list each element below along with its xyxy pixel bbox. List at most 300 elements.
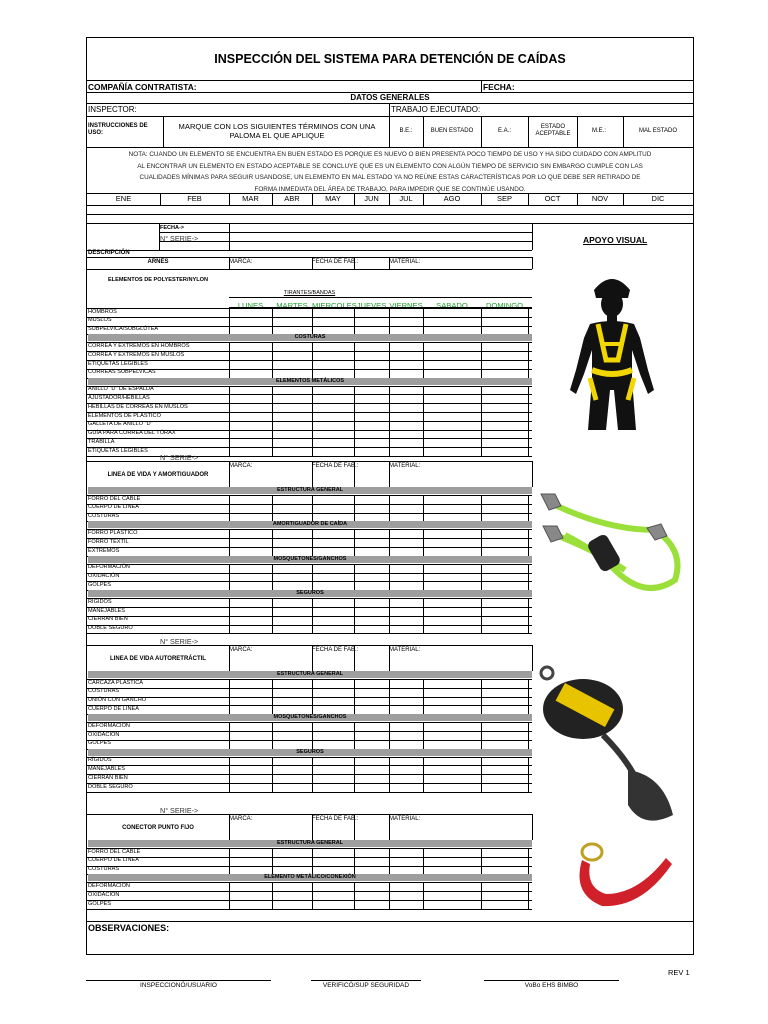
rule [229,421,230,430]
rule [423,616,424,625]
rule [481,757,482,766]
rule [354,403,355,412]
month-cell: DIC [651,194,665,203]
fecha-arrow: FECHA-> [160,225,184,231]
rule [354,857,355,866]
rule [229,538,230,547]
rule [229,386,230,395]
section-name: CONECTOR PUNTO FIJO [122,825,194,831]
rule [354,891,355,900]
rule [423,731,424,740]
serie-label: N° SERIE-> [160,806,199,815]
rule [423,765,424,774]
rule [423,783,424,792]
rule [423,774,424,783]
rule [528,616,529,625]
rule [87,103,693,104]
inspector-label: INSPECTOR: [88,105,137,114]
rule [229,351,230,360]
rule [528,495,529,504]
rule [229,697,230,706]
rule [354,882,355,891]
harness-image [562,260,662,434]
rule [528,369,529,378]
observaciones-label: OBSERVACIONES: [88,923,170,933]
rule [272,607,273,616]
month-cell: OCT [544,194,561,203]
signature-verifico: VERIFICÓ/SUP SEGURIDAD [322,982,410,989]
rule [481,495,482,504]
rule [528,529,529,538]
rule [229,607,230,616]
rule [528,848,529,857]
rule [528,547,529,556]
note-line: NOTA: CUANDO UN ELEMENTO SE ENCUENTRA EN BUEN ESTADO ES PORQUE ES NUEVO O BIEN PRESENTA POCO TIEMPO DE USO Y HA SIDO CUIDADO CON AMPLITUD [128,151,652,158]
rule [481,529,482,538]
anchor-strap-image [562,834,680,916]
rule [272,900,273,909]
checklist-item: FORRO DEL CABLE [88,848,141,855]
material-label: MATERIAL: [389,463,421,469]
rule [312,308,313,317]
rule [312,616,313,625]
legend-text-be: BUEN ESTADO [430,128,474,134]
rule [229,598,230,607]
rule [159,241,532,242]
rule [389,697,390,706]
rule [481,616,482,625]
rule [229,814,230,840]
rule [272,403,273,412]
rule [272,891,273,900]
checklist-item: MANEJABLES [88,607,125,614]
rule [423,757,424,766]
rule [481,447,482,456]
rule [272,317,273,326]
rule [481,386,482,395]
rule [481,394,482,403]
rule [312,900,313,909]
descripcion-label: DESCRIPCIÓN [88,250,130,256]
rule [272,447,273,456]
instructions-text: MARQUE CON LOS SIGUIENTES TÉRMINOS CON UNA PALOMA EL QUE APLIQUE [178,122,376,140]
rule [528,731,529,740]
rule [354,705,355,714]
rule [229,412,230,421]
rule [229,765,230,774]
rule [354,394,355,403]
rule [528,116,529,147]
rule [87,792,532,793]
rule [272,564,273,573]
rule [389,814,390,840]
rule [389,866,390,875]
rule [87,205,693,206]
day-header: SABADO [436,301,468,310]
rule [229,513,230,522]
rule [481,360,482,369]
rule [423,598,424,607]
rule [87,921,693,922]
rule [354,573,355,582]
material-label: MATERIAL: [389,259,421,265]
rule [423,740,424,749]
group-title: ESTRUCTURA GENERAL [276,840,344,846]
rule [272,765,273,774]
rule [229,900,230,909]
rule [389,740,390,749]
rule [229,430,230,439]
rule [354,360,355,369]
rule [272,783,273,792]
rule [389,757,390,766]
material-label: MATERIAL: [389,647,421,653]
group-header: TIRANTES/BANDAS [283,290,336,296]
rule [528,351,529,360]
fecha-fab-label: FECHA DE FAB.: [312,816,359,822]
rule [481,705,482,714]
rule [528,394,529,403]
rule [423,342,424,351]
checklist-item: AJUSTADOR/HEBILLAS [88,394,150,401]
rule [481,697,482,706]
rule [528,688,529,697]
rule [272,573,273,582]
rule [354,774,355,783]
rule [389,538,390,547]
month-cell: ENE [115,194,132,203]
rule [312,257,313,269]
rule [528,625,529,634]
rule [354,900,355,909]
rule [272,394,273,403]
rule [272,495,273,504]
rule [389,581,390,590]
rule [229,573,230,582]
rule [389,547,390,556]
rule [389,513,390,522]
rule [389,882,390,891]
group-title: MOSQUETONES/GANCHOS [273,714,347,721]
rule [354,722,355,731]
rule [481,891,482,900]
serie-label: N° SERIE-> [160,637,199,646]
checklist-item: OXIDACIÓN [88,891,120,898]
rule [389,342,390,351]
rule [389,625,390,634]
legend-text-ea: ESTADO ACEPTABLE [535,124,571,137]
rule [389,504,390,513]
rule [163,116,164,147]
rule [312,421,313,430]
rule [354,504,355,513]
rule [389,891,390,900]
checklist-item: CIERRAN BIEN [88,774,128,781]
rule [481,369,482,378]
signature-line [311,980,421,981]
fecha-fab-label: FECHA DE FAB.: [312,259,359,265]
rule [389,421,390,430]
rule [354,564,355,573]
rule [229,317,230,326]
checklist-item: OXIDACIÓN [88,731,120,738]
rule [312,765,313,774]
legend-code-be: B.E.: [399,128,413,134]
material-label: MATERIAL: [389,816,421,822]
rule [272,705,273,714]
general-data-header: DATOS GENERALES [350,93,430,102]
rule [87,456,532,457]
rule [481,882,482,891]
note-line: CUALIDADES MÍNIMAS PARA SEGUIR USANDOSE, UN ELEMENTO EN MAL ESTADO YA NO REÚNE ESTAS CARACTERÍSTICAS POR LO QUE DEBE SER RETIRADO DE [139,174,641,182]
rule [423,351,424,360]
rule [354,351,355,360]
rule [229,705,230,714]
checklist-item: ETIQUETAS LEGIBLES [88,447,148,454]
rule [481,317,482,326]
rule [312,461,313,487]
checklist-item: CUERPO DE LINEA [88,504,139,511]
rule [423,438,424,447]
rule [423,529,424,538]
inspection-form [86,37,694,955]
note-line: AL ENCONTRAR UN ELEMENTO EN ESTADO ACEPTABLE SE CONCLUYE QUE ES UN ELEMENTO CON ALGÚN TIEMPO DE SERVICIO SIN EMBARGO CUMPLE CON LAS [137,162,643,170]
group-title: SEGUROS [296,590,324,597]
rule [312,607,313,616]
rule [528,538,529,547]
rule [528,607,529,616]
rule [528,857,529,866]
checklist-item: GOLPES [88,740,112,747]
checklist-item: EXTREMOS [88,547,120,554]
rule [528,866,529,875]
rule [272,360,273,369]
rule [354,731,355,740]
group-title: ELEMENTOS METÁLICOS [275,377,345,384]
rule [272,581,273,590]
rule [354,848,355,857]
rule [272,421,273,430]
rule [528,360,529,369]
rule [481,688,482,697]
checklist-item: DEFORMACIÓN [88,882,130,889]
rule [312,369,313,378]
day-header: LUNES [237,301,264,310]
rule [312,430,313,439]
rule [229,625,230,634]
rule [389,573,390,582]
rule [354,645,355,671]
rule [389,848,390,857]
rule [229,564,230,573]
legend-text-me: MAL ESTADO [638,128,677,134]
rule [354,757,355,766]
checklist-item: UNIÓN CON GANCHO [88,697,147,704]
rule [423,430,424,439]
rule [423,308,424,317]
rule [312,731,313,740]
rule [312,504,313,513]
rule [423,403,424,412]
rule [272,882,273,891]
rule [312,625,313,634]
rule [389,394,390,403]
rule [528,421,529,430]
rule [229,326,230,335]
rule [423,360,424,369]
day-header: MIERCOLES [312,301,357,310]
rule [272,616,273,625]
day-header: VIERNES [389,301,423,310]
rule [87,909,532,910]
rule [423,607,424,616]
rule [354,326,355,335]
rule [481,573,482,582]
rule [528,513,529,522]
rule [481,857,482,866]
rule [229,438,230,447]
day-header: MARTES [276,301,308,310]
rule [272,430,273,439]
rule [229,297,532,298]
rule [354,814,355,840]
rule [312,317,313,326]
rule [481,421,482,430]
rule [229,645,230,671]
rule [272,369,273,378]
rule [312,688,313,697]
rule [229,616,230,625]
rule [423,513,424,522]
rule [389,783,390,792]
contractor-label: COMPAÑÍA CONTRATISTA: [88,82,197,92]
rule [481,581,482,590]
rule [272,351,273,360]
checklist-item: GUÍA PARA CORREA DEL TÓRAX [88,430,176,437]
checklist-item: CORREA Y EXTREMOS EN MUSLOS [88,351,185,358]
lanyard-image [535,490,690,608]
rule [528,882,529,891]
marca-label: MARCA: [229,816,253,822]
rule [272,538,273,547]
rule [312,538,313,547]
rule [312,447,313,456]
rule [229,529,230,538]
rule [87,461,532,462]
rule [354,412,355,421]
rule [481,547,482,556]
signature-vobo: VoBo EHS BIMBO [524,982,579,989]
rule [229,547,230,556]
rule [354,317,355,326]
rule [528,783,529,792]
rule [312,412,313,421]
rule [389,386,390,395]
rule [389,430,390,439]
checklist-item: HEBILLAS DE CORREAS EN MUSLOS [88,403,188,410]
rule [229,308,230,317]
month-cell: NOV [591,194,609,203]
rule [423,679,424,688]
rule [272,722,273,731]
rule [272,731,273,740]
rule [272,757,273,766]
rule [229,461,230,487]
rule [481,412,482,421]
rule [229,688,230,697]
rule [481,607,482,616]
checklist-item: GOLPES [88,900,112,907]
month-cell: MAR [242,194,259,203]
rule [481,504,482,513]
rule [481,625,482,634]
rule [389,564,390,573]
rule [481,866,482,875]
rule [312,342,313,351]
rule [272,504,273,513]
rule [389,774,390,783]
rule [389,765,390,774]
rule [389,461,390,487]
rule [481,598,482,607]
rule [528,581,529,590]
note-line: FORMA INMEDIATA DEL ÁREA DE TRABAJO, PARA IMPEDIR QUE SE CONTINÚE USANDO. [254,185,526,193]
rule [272,857,273,866]
rule [481,564,482,573]
rule [272,342,273,351]
rule [312,547,313,556]
rule [481,900,482,909]
section-subtitle: ELEMENTOS DE POLYESTER/NYLON [107,277,209,283]
legend-code-ea: E.A.: [497,128,511,134]
rule [312,783,313,792]
checklist-item: RÍGIDOS [88,757,112,764]
rule [389,351,390,360]
rule [229,774,230,783]
rule [312,360,313,369]
rule [528,326,529,335]
rule [423,625,424,634]
rule [389,607,390,616]
rule [528,504,529,513]
rule [481,679,482,688]
group-title: ELEMENTO METÁLICO/CONEXIÓN [264,874,356,881]
rule [312,757,313,766]
rule [272,740,273,749]
retractable-lifeline-image [533,665,683,827]
rule [87,147,693,148]
group-title: MOSQUETONES/GANCHOS [273,555,347,562]
rule [528,900,529,909]
rule [354,342,355,351]
rule [229,504,230,513]
rule [423,848,424,857]
checklist-item: CORREAS SUBPELVICAS [88,369,156,376]
rule [354,513,355,522]
rule [423,421,424,430]
rule [528,679,529,688]
rule [423,866,424,875]
checklist-item: GOLPES [88,581,112,588]
rule [389,360,390,369]
rule [312,438,313,447]
rule [312,882,313,891]
rule [229,857,230,866]
checklist-item: GALLETA DE ANILLO "D" [88,421,153,428]
rule [312,814,313,840]
checklist-item: DOBLE SEGURO [88,625,133,632]
rule [272,625,273,634]
